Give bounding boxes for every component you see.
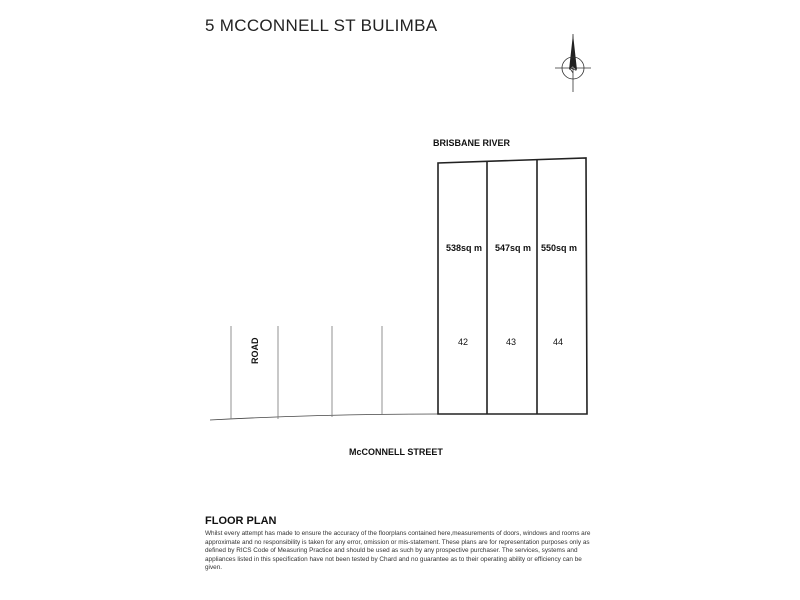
lot-number: 42 xyxy=(458,337,469,347)
page-title: 5 MCCONNELL ST BULIMBA xyxy=(205,16,438,35)
lot-number: 43 xyxy=(506,337,517,347)
disclaimer-text: Whilst every attempt has made to ensure the accuracy of the floorplans contained here,measurements of doors, windows and rooms are approximate and no responsibility is taken for any error, omission or mis-statement. These plans are for representation purposes only as defined by RICS Code of Measuring Practice and should be used as such by any prospective purchaser. The services, systems and appliances listed in this specification have not been tested by Chard and no guarantee as to their operating ability or efficiency can be given. xyxy=(205,530,591,571)
lot-area: 538sq m xyxy=(446,243,483,253)
road-label: ROAD xyxy=(250,337,260,364)
lot-area: 547sq m xyxy=(495,243,532,253)
floor-plan-heading: FLOOR PLAN xyxy=(205,515,277,527)
compass-label: N xyxy=(567,63,579,75)
lots-outline xyxy=(438,158,587,414)
street-label: McCONNELL STREET xyxy=(349,447,443,457)
lot-area: 550sq m xyxy=(541,243,578,253)
street-boundary-line xyxy=(210,414,438,420)
river-label: BRISBANE RIVER xyxy=(433,138,511,148)
lot-number: 44 xyxy=(553,337,564,347)
